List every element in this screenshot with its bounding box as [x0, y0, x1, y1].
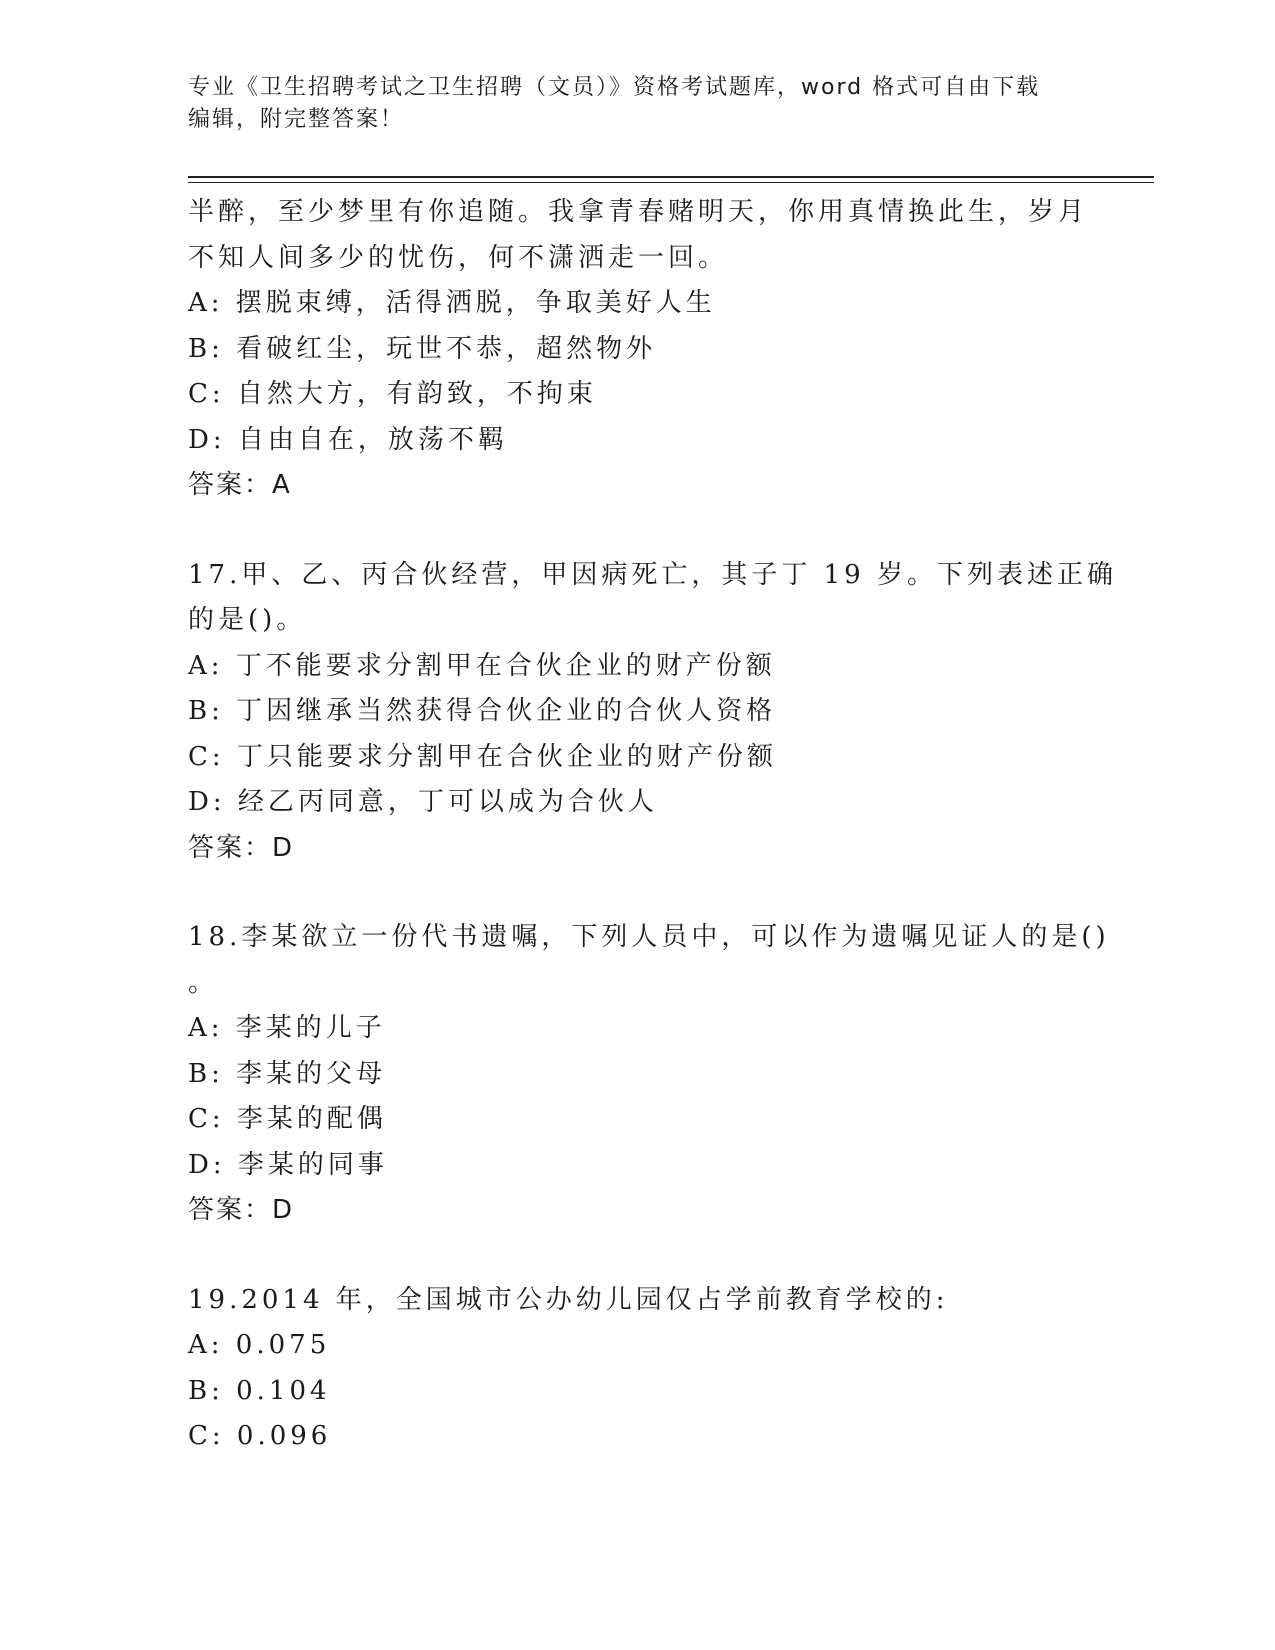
option-a: A: 0.075: [188, 1330, 331, 1360]
option-a: A: 丁不能要求分割甲在合伙企业的财产份额: [188, 650, 776, 681]
option-c: C: 李某的配偶: [188, 1104, 387, 1134]
header-line-1: 专业《卫生招聘考试之卫生招聘（文员）》资格考试题库，word 格式可自由下载: [188, 75, 1041, 100]
question-16: [188, 190, 1088, 509]
question-list: [188, 190, 1117, 1460]
question-19: [188, 1278, 1088, 1460]
option-d: D: 自由自在，放荡不羁: [188, 424, 508, 455]
question-stem: 。: [188, 967, 219, 998]
question-stem: 半醉，至少梦里有你追随。我拿青春赌明天，你用真情换此生，岁月: [188, 197, 1089, 227]
option-c: C: 丁只能要求分割甲在合伙企业的财产份额: [188, 741, 777, 772]
page-header: [188, 72, 1088, 136]
option-d: D: 经乙丙同意，丁可以成为合伙人: [188, 787, 658, 817]
option-b: B: 0.104: [188, 1375, 331, 1406]
option-a: A: 李某的儿子: [188, 1013, 386, 1043]
header-line-2: 编辑，附完整答案！: [188, 107, 405, 132]
question-17: [188, 553, 1117, 872]
option-b: B: 李某的父母: [188, 1058, 387, 1089]
answer: 答案：D: [188, 832, 295, 863]
question-18: [188, 915, 1110, 1234]
option-c: C: 自然大方，有韵致，不拘束: [188, 379, 597, 409]
question-stem: 不知人间多少的忧伤，何不潇洒走一回。: [188, 242, 729, 273]
question-stem: 17.甲、乙、丙合伙经营，甲因病死亡，其子丁 19 岁。下列表述正确: [188, 559, 1117, 590]
option-c: C: 0.096: [188, 1421, 332, 1451]
answer: 答案：D: [188, 1195, 295, 1225]
option-d: D: 李某的同事: [188, 1149, 388, 1180]
option-a: A: 摆脱束缚，活得洒脱，争取美好人生: [188, 288, 716, 318]
option-b: B: 看破红尘，玩世不恭，超然物外: [188, 333, 657, 364]
header-rule-thin: [188, 182, 1154, 183]
question-stem: 19.2014 年，全国城市公办幼儿园仅占学前教育学校的:: [188, 1284, 949, 1315]
option-b: B: 丁因继承当然获得合伙企业的合伙人资格: [188, 696, 777, 726]
question-stem: 18.李某欲立一份代书遗嘱，下列人员中，可以作为遗嘱见证人的是(): [188, 922, 1110, 952]
answer: 答案：A: [188, 470, 292, 500]
question-stem: 的是()。: [188, 605, 307, 635]
header-rule-thick: [188, 176, 1154, 178]
